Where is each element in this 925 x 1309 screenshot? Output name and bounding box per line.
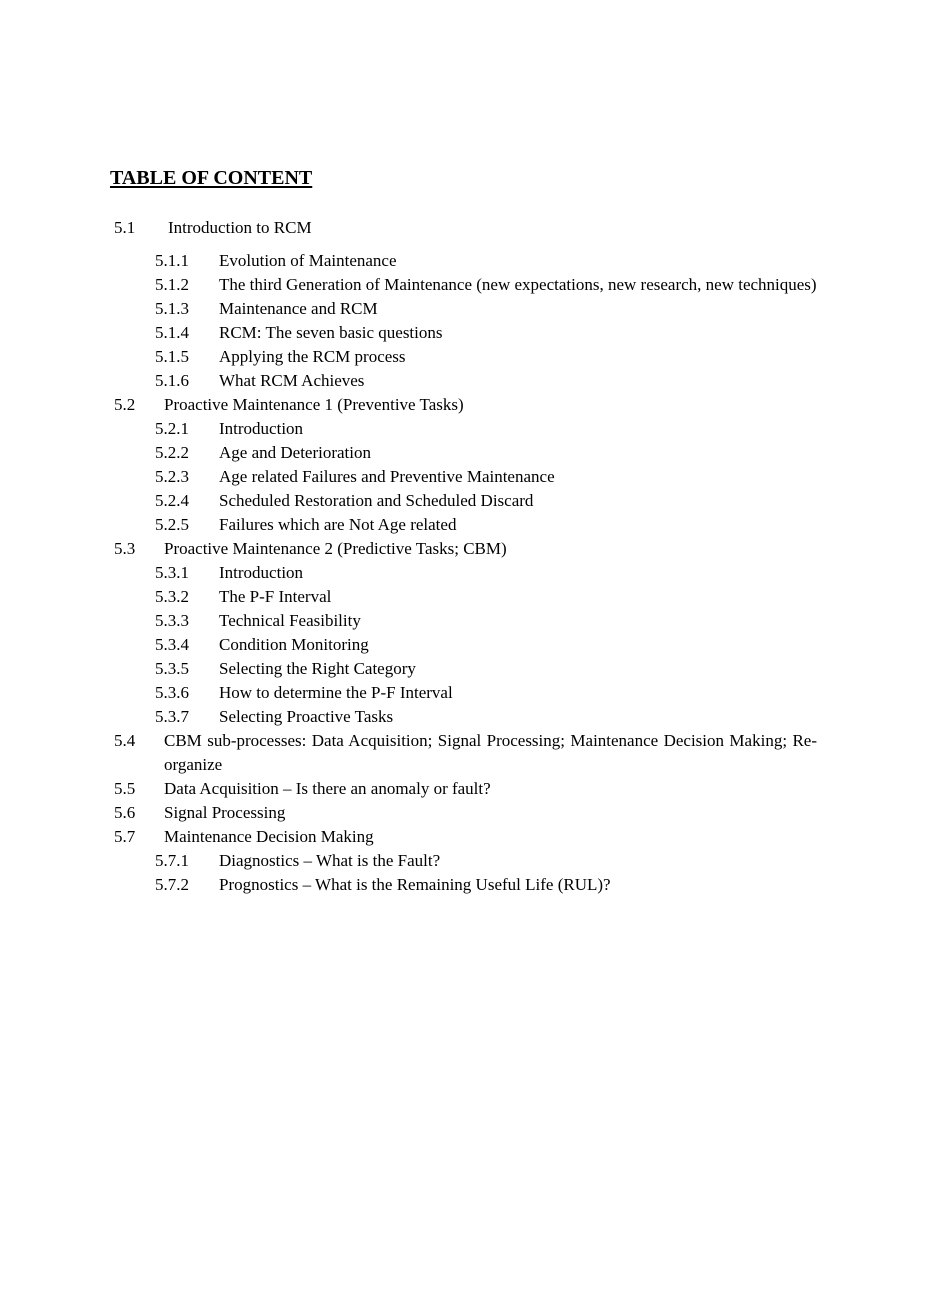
toc-section-title: Proactive Maintenance 1 (Preventive Tasks)	[164, 395, 464, 414]
toc-section-5-3[interactable]	[0, 537, 925, 561]
toc-subsection-number: 5.3.7	[155, 707, 189, 726]
toc-subsection-5-2-5[interactable]	[0, 513, 925, 537]
toc-subsection-5-3-1[interactable]	[0, 561, 925, 585]
toc-section-number: 5.6	[114, 803, 136, 822]
toc-subsection-number: 5.3.5	[155, 659, 189, 678]
toc-subsection-number: 5.2.2	[155, 443, 189, 462]
toc-subsection-number: 5.1.6	[155, 371, 189, 390]
toc-subsection-5-1-1[interactable]	[0, 249, 925, 273]
toc-subsection-title: What RCM Achieves	[219, 371, 365, 390]
toc-subsection-title: Age related Failures and Preventive Maintenance	[219, 467, 555, 486]
toc-subsection-title: Age and Deterioration	[219, 443, 371, 462]
toc-section-5-1[interactable]	[0, 216, 925, 240]
toc-subsection-title: Maintenance and RCM	[219, 299, 378, 318]
toc-subsection-title: Applying the RCM process	[219, 347, 406, 366]
toc-list	[0, 216, 925, 897]
toc-section-5-7[interactable]	[0, 825, 925, 849]
toc-subsection-5-3-7[interactable]	[0, 705, 925, 729]
toc-subsection-title: Diagnostics – What is the Fault?	[219, 851, 441, 870]
toc-section-5-4[interactable]	[0, 729, 925, 777]
toc-section-5-6[interactable]	[0, 801, 925, 825]
toc-subsection-number: 5.1.3	[155, 299, 189, 318]
toc-subsection-title: The third Generation of Maintenance (new expectations, new research, new techniques)	[219, 275, 817, 294]
toc-subsection-5-3-2[interactable]	[0, 585, 925, 609]
toc-section-title: Signal Processing	[164, 803, 286, 822]
toc-subsection-number: 5.3.6	[155, 683, 189, 702]
toc-subsection-title: Condition Monitoring	[219, 635, 369, 654]
toc-subsection-5-3-4[interactable]	[0, 633, 925, 657]
toc-subsection-number: 5.1.5	[155, 347, 189, 366]
toc-subsection-number: 5.2.3	[155, 467, 189, 486]
toc-subsection-number: 5.3.3	[155, 611, 189, 630]
toc-subsection-number: 5.1.1	[155, 251, 189, 270]
toc-subsection-title: Introduction	[219, 419, 304, 438]
toc-subsection-number: 5.1.2	[155, 275, 189, 294]
toc-subsection-5-2-1[interactable]	[0, 417, 925, 441]
toc-subsection-title: Prognostics – What is the Remaining Useful Life (RUL)?	[219, 875, 611, 894]
toc-subsection-title: Failures which are Not Age related	[219, 515, 457, 534]
toc-subsection-title: Introduction	[219, 563, 304, 582]
toc-subsection-number: 5.7.1	[155, 851, 189, 870]
toc-subsection-title: Evolution of Maintenance	[219, 251, 397, 270]
toc-subsection-title: Scheduled Restoration and Scheduled Discard	[219, 491, 534, 510]
toc-subsection-5-3-6[interactable]	[0, 681, 925, 705]
toc-subsection-5-7-2[interactable]	[0, 873, 925, 897]
toc-subsection-number: 5.2.5	[155, 515, 189, 534]
toc-subsection-5-3-3[interactable]	[0, 609, 925, 633]
toc-subsection-5-1-2[interactable]	[0, 273, 925, 297]
toc-subsection-title: The P-F Interval	[219, 587, 332, 606]
toc-subsection-5-2-4[interactable]	[0, 489, 925, 513]
toc-subsection-number: 5.2.4	[155, 491, 189, 510]
toc-subsection-title: Technical Feasibility	[219, 611, 361, 630]
toc-title: TABLE OF CONTENT	[110, 167, 313, 189]
toc-section-number: 5.1	[114, 218, 136, 237]
toc-subsection-title: RCM: The seven basic questions	[219, 323, 443, 342]
toc-subsection-5-1-6[interactable]	[0, 369, 925, 393]
toc-subsection-number: 5.7.2	[155, 875, 189, 894]
toc-section-5-2[interactable]	[0, 393, 925, 417]
toc-subsection-5-2-2[interactable]	[0, 441, 925, 465]
toc-section-number: 5.7	[114, 827, 136, 846]
toc-subsection-title: Selecting Proactive Tasks	[219, 707, 394, 726]
toc-subsection-5-1-3[interactable]	[0, 297, 925, 321]
toc-section-title: Introduction to RCM	[168, 218, 312, 237]
toc-subsection-number: 5.3.4	[155, 635, 189, 654]
toc-subsection-number: 5.2.1	[155, 419, 189, 438]
toc-section-5-5[interactable]	[0, 777, 925, 801]
toc-subsection-5-1-5[interactable]	[0, 345, 925, 369]
toc-section-title: Maintenance Decision Making	[164, 827, 374, 846]
toc-subsection-5-1-4[interactable]	[0, 321, 925, 345]
toc-section-number: 5.5	[114, 779, 136, 798]
toc-section-number: 5.4	[114, 731, 136, 750]
toc-section-title: CBM sub-processes: Data Acquisition; Signal Processing; Maintenance Decision Making; Re-organize	[164, 731, 817, 774]
toc-subsection-title: Selecting the Right Category	[219, 659, 416, 678]
toc-section-number: 5.3	[114, 539, 136, 558]
toc-subsection-5-3-5[interactable]	[0, 657, 925, 681]
toc-subsection-5-2-3[interactable]	[0, 465, 925, 489]
toc-subsection-number: 5.3.1	[155, 563, 189, 582]
toc-subsection-5-7-1[interactable]	[0, 849, 925, 873]
toc-section-title: Data Acquisition – Is there an anomaly or fault?	[164, 779, 491, 798]
toc-subsection-number: 5.3.2	[155, 587, 189, 606]
toc-section-title: Proactive Maintenance 2 (Predictive Tasks; CBM)	[164, 539, 507, 558]
toc-section-number: 5.2	[114, 395, 136, 414]
toc-subsection-title: How to determine the P-F Interval	[219, 683, 453, 702]
toc-subsection-number: 5.1.4	[155, 323, 189, 342]
